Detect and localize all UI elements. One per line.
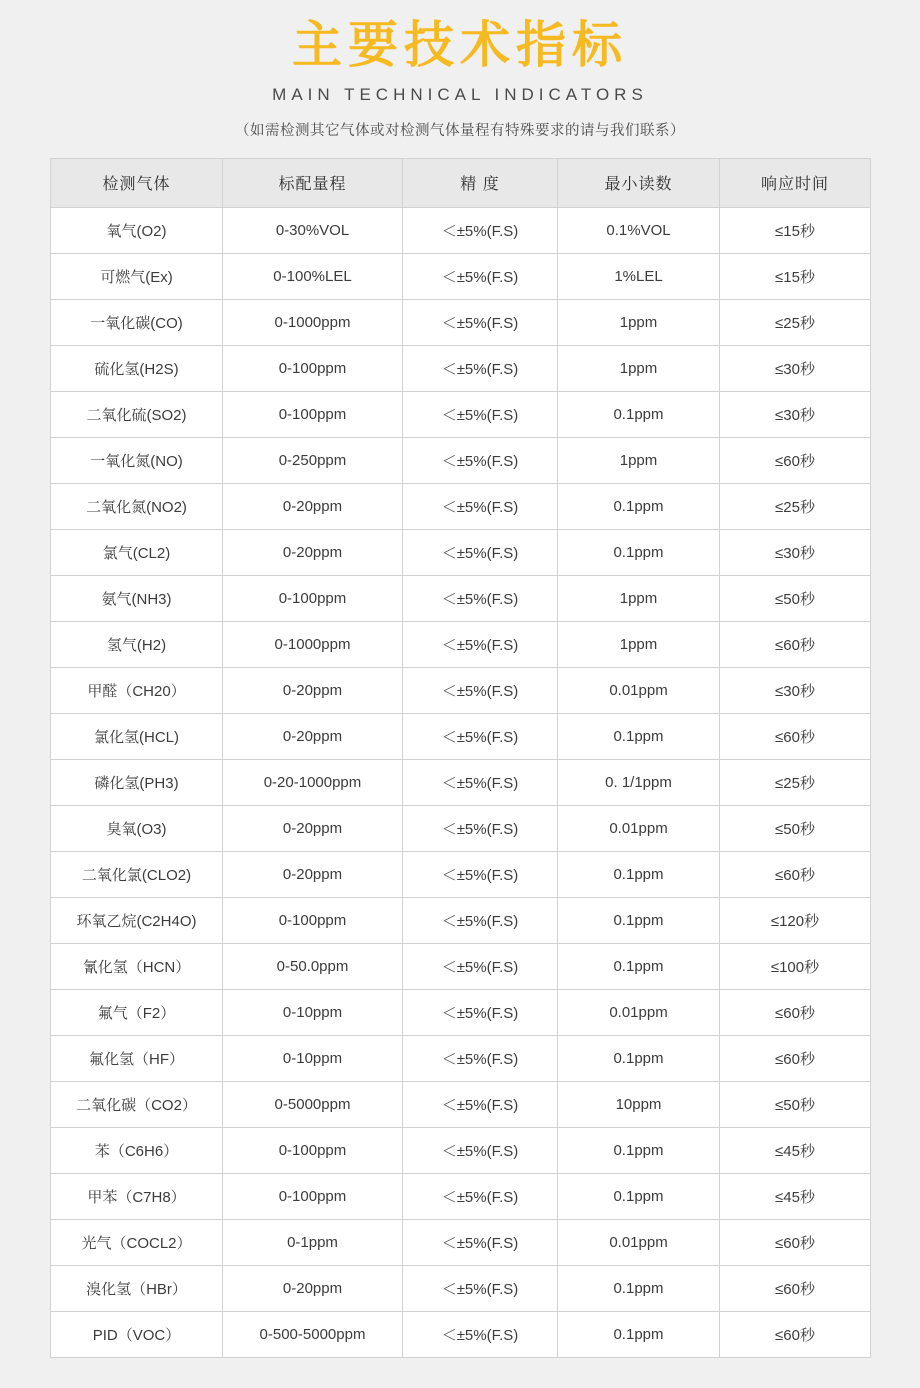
cell-gas: 二氧化氯(CLO2) <box>51 851 223 897</box>
cell-resolution: 0.1ppm <box>558 1173 720 1219</box>
cell-range: 0-1000ppm <box>223 621 403 667</box>
cell-gas: 二氧化硫(SO2) <box>51 391 223 437</box>
cell-response-time: ≤60秒 <box>720 713 871 759</box>
table-row <box>51 1081 871 1127</box>
cell-accuracy: ＜±5%(F.S) <box>403 575 558 621</box>
cell-accuracy: ＜±5%(F.S) <box>403 1265 558 1311</box>
cell-range: 0-20ppm <box>223 529 403 575</box>
table-row <box>51 299 871 345</box>
cell-resolution: 0.1ppm <box>558 391 720 437</box>
cell-accuracy: ＜±5%(F.S) <box>403 1127 558 1173</box>
cell-response-time: ≤60秒 <box>720 989 871 1035</box>
cell-gas: 氟化氢（HF） <box>51 1035 223 1081</box>
cell-resolution: 0.1ppm <box>558 713 720 759</box>
cell-response-time: ≤15秒 <box>720 253 871 299</box>
cell-range: 0-100%LEL <box>223 253 403 299</box>
cell-range: 0-10ppm <box>223 1035 403 1081</box>
cell-accuracy: ＜±5%(F.S) <box>403 1173 558 1219</box>
cell-resolution: 0.01ppm <box>558 1219 720 1265</box>
cell-gas: 硫化氢(H2S) <box>51 345 223 391</box>
table-header-row <box>51 158 871 207</box>
table-row <box>51 1035 871 1081</box>
spec-table-container <box>0 140 920 1388</box>
cell-range: 0-1ppm <box>223 1219 403 1265</box>
cell-accuracy: ＜±5%(F.S) <box>403 1219 558 1265</box>
cell-gas: 二氧化碳（CO2） <box>51 1081 223 1127</box>
cell-resolution: 0.01ppm <box>558 667 720 713</box>
cell-accuracy: ＜±5%(F.S) <box>403 253 558 299</box>
table-row <box>51 253 871 299</box>
column-header-accuracy: 精 度 <box>403 158 558 207</box>
cell-resolution: 0.1%VOL <box>558 207 720 253</box>
cell-accuracy: ＜±5%(F.S) <box>403 897 558 943</box>
cell-range: 0-20ppm <box>223 483 403 529</box>
cell-response-time: ≤30秒 <box>720 391 871 437</box>
table-row <box>51 437 871 483</box>
cell-gas: 环氧乙烷(C2H4O) <box>51 897 223 943</box>
cell-response-time: ≤45秒 <box>720 1127 871 1173</box>
cell-response-time: ≤60秒 <box>720 1219 871 1265</box>
cell-resolution: 0.1ppm <box>558 1127 720 1173</box>
table-row <box>51 897 871 943</box>
cell-response-time: ≤60秒 <box>720 1265 871 1311</box>
cell-accuracy: ＜±5%(F.S) <box>403 805 558 851</box>
cell-range: 0-100ppm <box>223 1127 403 1173</box>
table-row <box>51 1173 871 1219</box>
cell-response-time: ≤60秒 <box>720 1035 871 1081</box>
cell-response-time: ≤15秒 <box>720 207 871 253</box>
cell-range: 0-100ppm <box>223 897 403 943</box>
table-row <box>51 851 871 897</box>
table-row <box>51 759 871 805</box>
cell-range: 0-10ppm <box>223 989 403 1035</box>
page-header <box>0 0 920 140</box>
cell-accuracy: ＜±5%(F.S) <box>403 299 558 345</box>
cell-accuracy: ＜±5%(F.S) <box>403 1035 558 1081</box>
cell-response-time: ≤30秒 <box>720 529 871 575</box>
cell-resolution: 0.1ppm <box>558 483 720 529</box>
cell-range: 0-5000ppm <box>223 1081 403 1127</box>
cell-response-time: ≤50秒 <box>720 575 871 621</box>
cell-gas: 氟气（F2） <box>51 989 223 1035</box>
cell-response-time: ≤100秒 <box>720 943 871 989</box>
cell-accuracy: ＜±5%(F.S) <box>403 667 558 713</box>
table-body <box>51 207 871 1357</box>
table-row <box>51 529 871 575</box>
cell-response-time: ≤50秒 <box>720 805 871 851</box>
cell-gas: 光气（COCL2） <box>51 1219 223 1265</box>
table-row <box>51 667 871 713</box>
cell-accuracy: ＜±5%(F.S) <box>403 943 558 989</box>
cell-gas: 臭氧(O3) <box>51 805 223 851</box>
cell-resolution: 1ppm <box>558 299 720 345</box>
cell-resolution: 0.1ppm <box>558 1035 720 1081</box>
cell-accuracy: ＜±5%(F.S) <box>403 1081 558 1127</box>
cell-accuracy: ＜±5%(F.S) <box>403 759 558 805</box>
cell-range: 0-100ppm <box>223 575 403 621</box>
cell-response-time: ≤60秒 <box>720 621 871 667</box>
cell-range: 0-20-1000ppm <box>223 759 403 805</box>
table-row <box>51 989 871 1035</box>
table-row <box>51 621 871 667</box>
cell-range: 0-100ppm <box>223 1173 403 1219</box>
table-head <box>51 158 871 207</box>
cell-accuracy: ＜±5%(F.S) <box>403 1311 558 1357</box>
cell-gas: 一氧化氮(NO) <box>51 437 223 483</box>
column-header-gas: 检测气体 <box>51 158 223 207</box>
cell-range: 0-20ppm <box>223 805 403 851</box>
cell-range: 0-250ppm <box>223 437 403 483</box>
cell-range: 0-20ppm <box>223 1265 403 1311</box>
cell-accuracy: ＜±5%(F.S) <box>403 437 558 483</box>
cell-resolution: 1ppm <box>558 621 720 667</box>
table-row <box>51 483 871 529</box>
cell-accuracy: ＜±5%(F.S) <box>403 851 558 897</box>
cell-response-time: ≤25秒 <box>720 759 871 805</box>
cell-gas: 氯化氢(HCL) <box>51 713 223 759</box>
cell-gas: 一氧化碳(CO) <box>51 299 223 345</box>
cell-gas: 二氧化氮(NO2) <box>51 483 223 529</box>
cell-accuracy: ＜±5%(F.S) <box>403 391 558 437</box>
cell-response-time: ≤60秒 <box>720 437 871 483</box>
cell-response-time: ≤50秒 <box>720 1081 871 1127</box>
cell-response-time: ≤30秒 <box>720 345 871 391</box>
cell-range: 0-100ppm <box>223 391 403 437</box>
cell-range: 0-20ppm <box>223 851 403 897</box>
cell-response-time: ≤25秒 <box>720 483 871 529</box>
cell-resolution: 0.01ppm <box>558 805 720 851</box>
cell-response-time: ≤60秒 <box>720 851 871 897</box>
column-header-range: 标配量程 <box>223 158 403 207</box>
table-row <box>51 575 871 621</box>
cell-response-time: ≤30秒 <box>720 667 871 713</box>
table-row <box>51 805 871 851</box>
cell-range: 0-100ppm <box>223 345 403 391</box>
cell-response-time: ≤120秒 <box>720 897 871 943</box>
cell-resolution: 0.1ppm <box>558 1311 720 1357</box>
cell-resolution: 0.1ppm <box>558 851 720 897</box>
cell-response-time: ≤60秒 <box>720 1311 871 1357</box>
cell-accuracy: ＜±5%(F.S) <box>403 345 558 391</box>
cell-gas: 氢气(H2) <box>51 621 223 667</box>
cell-accuracy: ＜±5%(F.S) <box>403 207 558 253</box>
cell-resolution: 0.1ppm <box>558 529 720 575</box>
cell-accuracy: ＜±5%(F.S) <box>403 713 558 759</box>
cell-range: 0-20ppm <box>223 667 403 713</box>
cell-resolution: 1ppm <box>558 345 720 391</box>
cell-resolution: 0.1ppm <box>558 943 720 989</box>
cell-resolution: 0. 1/1ppm <box>558 759 720 805</box>
page-subtitle: MAIN TECHNICAL INDICATORS <box>272 84 648 104</box>
column-header-response-time: 响应时间 <box>720 158 871 207</box>
cell-gas: 氨气(NH3) <box>51 575 223 621</box>
cell-range: 0-30%VOL <box>223 207 403 253</box>
cell-accuracy: ＜±5%(F.S) <box>403 529 558 575</box>
table-row <box>51 207 871 253</box>
column-header-resolution: 最小读数 <box>558 158 720 207</box>
table-row <box>51 943 871 989</box>
cell-gas: PID（VOC） <box>51 1311 223 1357</box>
cell-accuracy: ＜±5%(F.S) <box>403 989 558 1035</box>
cell-range: 0-20ppm <box>223 713 403 759</box>
table-row <box>51 1265 871 1311</box>
cell-gas: 氧气(O2) <box>51 207 223 253</box>
table-row <box>51 713 871 759</box>
cell-gas: 氯气(CL2) <box>51 529 223 575</box>
table-row <box>51 1311 871 1357</box>
cell-gas: 苯（C6H6） <box>51 1127 223 1173</box>
table-row <box>51 391 871 437</box>
table-row <box>51 1219 871 1265</box>
cell-range: 0-1000ppm <box>223 299 403 345</box>
cell-response-time: ≤25秒 <box>720 299 871 345</box>
page-title: 主要技术指标 <box>292 16 628 74</box>
cell-accuracy: ＜±5%(F.S) <box>403 483 558 529</box>
cell-accuracy: ＜±5%(F.S) <box>403 621 558 667</box>
contact-note: （如需检测其它气体或对检测气体量程有特殊要求的请与我们联系） <box>235 122 685 139</box>
cell-gas: 氰化氢（HCN） <box>51 943 223 989</box>
table-row <box>51 345 871 391</box>
cell-gas: 甲苯（C7H8） <box>51 1173 223 1219</box>
table-row <box>51 1127 871 1173</box>
cell-gas: 磷化氢(PH3) <box>51 759 223 805</box>
cell-gas: 溴化氢（HBr） <box>51 1265 223 1311</box>
cell-resolution: 0.01ppm <box>558 989 720 1035</box>
cell-resolution: 1%LEL <box>558 253 720 299</box>
spec-table <box>50 158 871 1358</box>
cell-response-time: ≤45秒 <box>720 1173 871 1219</box>
cell-resolution: 0.1ppm <box>558 897 720 943</box>
cell-resolution: 10ppm <box>558 1081 720 1127</box>
cell-gas: 甲醛（CH20） <box>51 667 223 713</box>
cell-range: 0-500-5000ppm <box>223 1311 403 1357</box>
cell-resolution: 1ppm <box>558 437 720 483</box>
cell-range: 0-50.0ppm <box>223 943 403 989</box>
cell-resolution: 0.1ppm <box>558 1265 720 1311</box>
cell-gas: 可燃气(Ex) <box>51 253 223 299</box>
cell-resolution: 1ppm <box>558 575 720 621</box>
